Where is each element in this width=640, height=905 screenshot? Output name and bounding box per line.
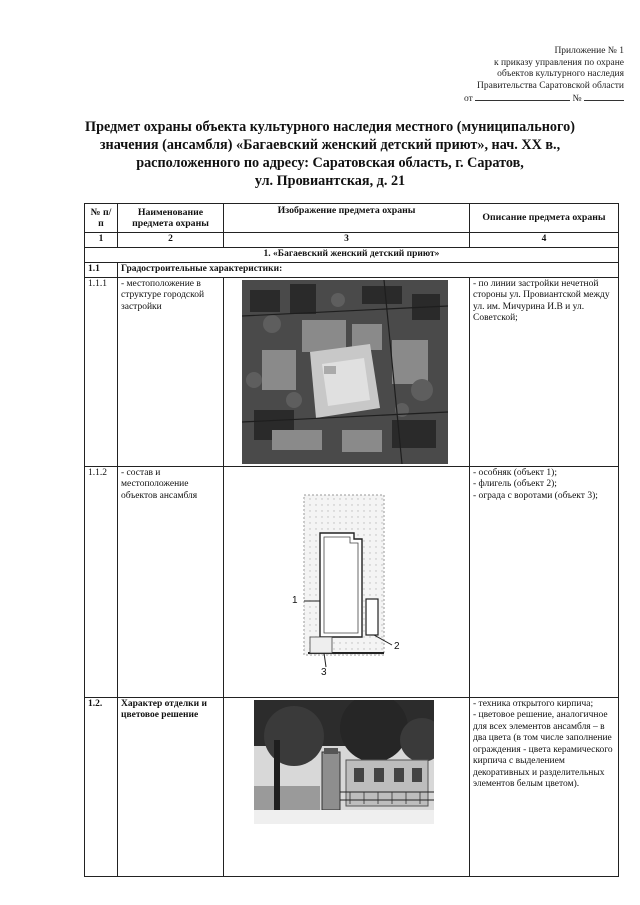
appendix-line: объектов культурного наследия	[497, 69, 624, 79]
colnum: 2	[118, 233, 224, 248]
row-name: - состав и местоположение объектов ансамбля	[118, 466, 224, 697]
site-plan	[224, 467, 470, 695]
colnum: 4	[470, 233, 619, 248]
row-num: 1.1.2	[85, 466, 118, 697]
subsection-row	[85, 262, 619, 277]
table-row	[85, 466, 619, 697]
title-line: значения (ансамбля) «Багаевский женский детский приют», нач. XX в.,	[99, 137, 561, 153]
column-number-row	[85, 233, 619, 248]
plan-label-3: 3	[321, 666, 327, 678]
table-row	[85, 277, 619, 466]
desc-line: - ограда с воротами (объект 3);	[473, 490, 598, 501]
title-line: расположенного по адресу: Саратовская область, г. Саратов,	[136, 155, 524, 171]
desc-line: - особняк (объект 1);	[473, 467, 557, 478]
header-desc: Описание предмета охраны	[470, 204, 619, 233]
street-photo	[254, 700, 434, 824]
section-title: 1. «Багаевский женский детский приют»	[85, 247, 619, 262]
desc-line: - флигель (объект 2);	[473, 479, 557, 489]
image-cell	[224, 697, 470, 876]
title-line: ул. Провиантская, д. 21	[254, 173, 406, 189]
row-num: 1.1.1	[85, 277, 118, 466]
desc-line: - техника открытого кирпича;	[473, 698, 594, 709]
appendix-line: Приложение № 1	[554, 46, 624, 56]
date-blank	[475, 92, 570, 101]
plan-label-1: 1	[292, 594, 298, 606]
header-row	[85, 204, 619, 233]
appendix-line: к приказу управления по охране	[493, 57, 624, 68]
image-cell	[224, 466, 470, 697]
header-num: № п/п	[85, 204, 118, 233]
aerial-photo	[242, 280, 448, 464]
subsection-label: Градостроительные характеристики:	[118, 262, 619, 277]
appendix-date-line	[394, 92, 624, 106]
row-desc	[470, 466, 619, 697]
subsection-num: 1.1	[85, 262, 118, 277]
desc-line: - цветовое решение, аналогичное для всех элементов ансамбля – в два цвета (в том числе заполнение ограждения - цвета керамического кирпича с выделением декоративных и разделительных элементов белым цветом).	[473, 710, 613, 789]
row-num: 1.2.	[85, 697, 118, 876]
appendix-line: Правительства Саратовской области	[477, 80, 624, 91]
colnum: 3	[224, 233, 470, 248]
from-label: от	[464, 94, 473, 104]
plan-label-2: 2	[394, 640, 400, 652]
row-desc: - по линии застройки нечетной стороны ул. Провиантской между ул. им. Мичурина И.В и ул. Советской;	[470, 277, 619, 466]
colnum: 1	[85, 233, 118, 248]
protection-table	[84, 203, 619, 877]
appendix-header	[394, 46, 624, 106]
document-title	[60, 118, 600, 190]
row-name: - местоположение в структуре городской застройки	[118, 277, 224, 466]
number-blank	[584, 92, 624, 101]
header-name: Наименование предмета охраны	[118, 204, 224, 233]
title-line: Предмет охраны объекта культурного наследия местного (муниципального)	[85, 119, 575, 135]
number-label: №	[572, 94, 582, 104]
section-row	[85, 247, 619, 262]
table-row	[85, 697, 619, 876]
header-image: Изображение предмета охраны	[224, 204, 470, 233]
row-name: Характер отделки и цветовое решение	[118, 697, 224, 876]
row-desc	[470, 697, 619, 876]
image-cell	[224, 277, 470, 466]
